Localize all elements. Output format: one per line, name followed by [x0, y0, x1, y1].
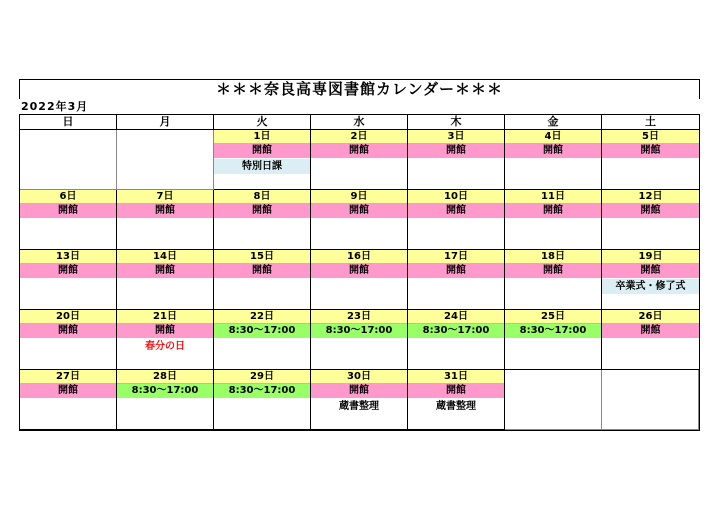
day-cell: [602, 310, 699, 370]
day-cell: [505, 250, 602, 310]
opening-hours: 8:30～17:00: [311, 324, 407, 338]
day-cell: [214, 250, 311, 310]
day-date: 27日: [20, 370, 116, 384]
day-date: 16日: [311, 250, 407, 264]
day-cell: [505, 190, 602, 250]
day-date: 11日: [505, 190, 601, 204]
weekday-saturday: 土: [645, 115, 656, 128]
day-status: 開館: [602, 204, 699, 218]
day-date: 28日: [117, 370, 213, 384]
day-date: 1日: [214, 130, 310, 144]
day-status: 開館: [117, 204, 213, 218]
day-status: 開館: [20, 324, 116, 338]
empty-day-cell: [505, 370, 602, 430]
calendar-title: ＊＊＊奈良高専図書館カレンダー＊＊＊: [19, 79, 700, 99]
day-status: 開館: [408, 384, 504, 398]
week-row: [20, 310, 699, 370]
day-status: 開館: [117, 264, 213, 278]
day-date: 26日: [602, 310, 699, 324]
day-status: 開館: [311, 144, 407, 158]
day-date: 5日: [602, 130, 699, 144]
calendar-grid: [19, 114, 700, 431]
day-cell: [505, 130, 602, 190]
day-cell: [214, 190, 311, 250]
day-cell: [117, 370, 214, 430]
day-note: 蔵書整理: [436, 401, 476, 412]
day-date: 2日: [311, 130, 407, 144]
day-status: 開館: [602, 264, 699, 278]
day-cell: [214, 310, 311, 370]
day-cell: [20, 190, 117, 250]
opening-hours: 8:30～17:00: [408, 324, 504, 338]
day-date: 29日: [214, 370, 310, 384]
day-cell: [311, 250, 408, 310]
week-row: [20, 190, 699, 250]
day-note: 卒業式・修了式: [602, 279, 699, 294]
day-date: 14日: [117, 250, 213, 264]
day-cell: [311, 310, 408, 370]
day-date: 4日: [505, 130, 601, 144]
week-row: [20, 130, 699, 190]
day-date: 23日: [311, 310, 407, 324]
day-status: 開館: [214, 144, 310, 158]
day-cell: [214, 370, 311, 430]
day-cell: [117, 310, 214, 370]
day-status: 開館: [408, 144, 504, 158]
day-date: 22日: [214, 310, 310, 324]
opening-hours: 8:30～17:00: [214, 324, 310, 338]
day-cell: [602, 250, 699, 310]
weekday-wednesday: 水: [311, 115, 408, 129]
day-cell: [602, 190, 699, 250]
day-cell: [214, 130, 311, 190]
day-date: 17日: [408, 250, 504, 264]
day-status: 開館: [311, 204, 407, 218]
day-status: 開館: [408, 264, 504, 278]
day-cell: [602, 130, 699, 190]
weekday-monday: 月: [117, 115, 214, 129]
day-cell: [408, 250, 505, 310]
day-date: 18日: [505, 250, 601, 264]
weekday-sunday: 日: [20, 115, 117, 129]
day-note: 蔵書整理: [339, 401, 379, 412]
day-cell: [408, 130, 505, 190]
day-date: 13日: [20, 250, 116, 264]
day-date: 6日: [20, 190, 116, 204]
day-status: 開館: [214, 264, 310, 278]
weekday-thursday: 木: [408, 115, 505, 129]
day-cell: [20, 370, 117, 430]
empty-day-cell: [602, 370, 699, 430]
day-date: 8日: [214, 190, 310, 204]
day-date: 24日: [408, 310, 504, 324]
day-status: 開館: [408, 204, 504, 218]
day-status: 開館: [505, 144, 601, 158]
calendar-month: 2022年3月: [21, 100, 89, 113]
day-cell: [20, 250, 117, 310]
day-status: 開館: [20, 384, 116, 398]
day-cell: [117, 190, 214, 250]
day-status: 開館: [311, 384, 407, 398]
day-status: 開館: [20, 264, 116, 278]
day-cell: [408, 190, 505, 250]
day-status: 開館: [214, 204, 310, 218]
day-date: 9日: [311, 190, 407, 204]
day-status: 開館: [505, 204, 601, 218]
day-date: 25日: [505, 310, 601, 324]
opening-hours: 8:30～17:00: [117, 384, 213, 398]
day-date: 19日: [602, 250, 699, 264]
day-date: 3日: [408, 130, 504, 144]
day-cell: [505, 310, 602, 370]
day-status: 開館: [311, 264, 407, 278]
weekday-header-row: [20, 115, 699, 130]
day-date: 30日: [311, 370, 407, 384]
day-status: 開館: [20, 204, 116, 218]
day-cell: [20, 310, 117, 370]
day-status: 開館: [602, 324, 699, 338]
day-date: 15日: [214, 250, 310, 264]
day-status: 開館: [117, 324, 213, 338]
day-date: 12日: [602, 190, 699, 204]
day-cell: [408, 370, 505, 430]
empty-day-cell: [117, 130, 214, 190]
weekday-friday: 金: [505, 115, 602, 129]
day-cell: [311, 370, 408, 430]
opening-hours: 8:30～17:00: [505, 324, 601, 338]
day-status: 開館: [505, 264, 601, 278]
day-date: 7日: [117, 190, 213, 204]
day-cell: [311, 190, 408, 250]
day-note: 春分の日: [145, 341, 185, 352]
week-row: [20, 370, 699, 430]
opening-hours: 8:30～17:00: [214, 384, 310, 398]
weekday-tuesday: 火: [214, 115, 311, 129]
day-date: 21日: [117, 310, 213, 324]
day-status: 開館: [602, 144, 699, 158]
day-cell: [117, 250, 214, 310]
day-cell: [311, 130, 408, 190]
day-date: 31日: [408, 370, 504, 384]
day-date: 10日: [408, 190, 504, 204]
day-date: 20日: [20, 310, 116, 324]
week-row: [20, 250, 699, 310]
day-cell: [408, 310, 505, 370]
empty-day-cell: [20, 130, 117, 190]
day-note: 特別日課: [214, 159, 310, 174]
